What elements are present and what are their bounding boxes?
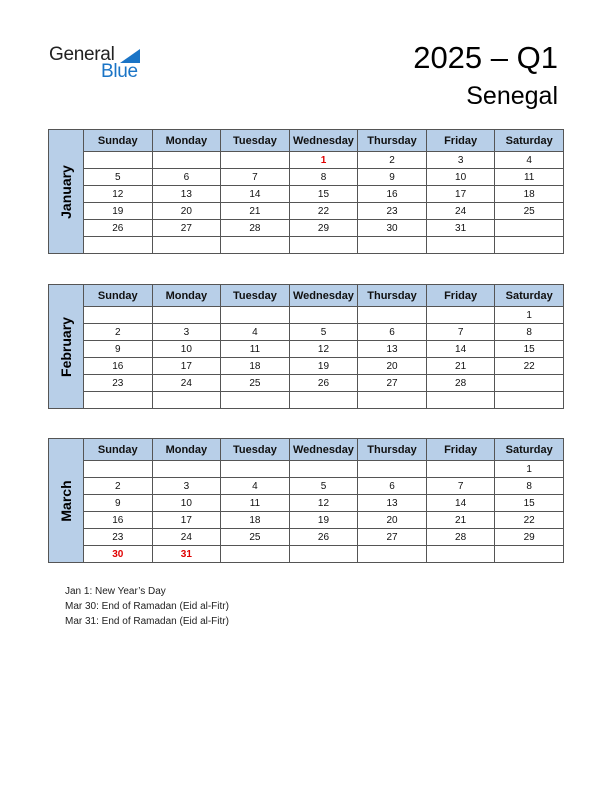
day-cell <box>426 546 495 563</box>
weekday-header: Monday <box>152 130 221 152</box>
day-cell: 11 <box>221 341 290 358</box>
day-cell <box>426 461 495 478</box>
day-cell <box>84 152 153 169</box>
day-cell: 2 <box>84 478 153 495</box>
month-label-column <box>48 284 83 409</box>
day-cell <box>289 392 358 409</box>
holiday-note: Mar 30: End of Ramadan (Eid al-Fitr) <box>65 601 229 612</box>
day-cell <box>221 461 290 478</box>
day-cell: 7 <box>221 169 290 186</box>
weekday-header-row <box>84 439 564 461</box>
day-cell: 22 <box>495 358 564 375</box>
day-cell: 23 <box>84 529 153 546</box>
day-cell: 27 <box>358 375 427 392</box>
day-cell <box>358 392 427 409</box>
weekday-header: Saturday <box>495 439 564 461</box>
day-cell <box>289 307 358 324</box>
day-cell <box>84 237 153 254</box>
day-cell: 28 <box>221 220 290 237</box>
day-cell <box>152 152 221 169</box>
day-cell: 10 <box>152 495 221 512</box>
day-cell: 14 <box>221 186 290 203</box>
day-cell: 12 <box>289 495 358 512</box>
day-cell: 13 <box>358 341 427 358</box>
day-cell: 5 <box>289 324 358 341</box>
holiday-notes <box>65 584 229 629</box>
day-cell: 31 <box>152 546 221 563</box>
day-cell: 25 <box>221 375 290 392</box>
weekday-header: Tuesday <box>221 130 290 152</box>
week-row <box>84 169 564 186</box>
month-label-column <box>48 438 83 563</box>
day-cell <box>495 546 564 563</box>
week-row <box>84 392 564 409</box>
month-calendar-march <box>48 438 564 563</box>
month-name: February <box>58 316 74 377</box>
day-cell: 18 <box>221 358 290 375</box>
day-cell: 8 <box>495 324 564 341</box>
day-cell: 3 <box>152 324 221 341</box>
weekday-header: Tuesday <box>221 285 290 307</box>
day-cell: 10 <box>426 169 495 186</box>
day-cell: 13 <box>358 495 427 512</box>
day-cell <box>221 392 290 409</box>
day-cell: 31 <box>426 220 495 237</box>
day-cell: 18 <box>221 512 290 529</box>
day-cell <box>495 237 564 254</box>
weekday-header: Friday <box>426 130 495 152</box>
weekday-header: Monday <box>152 285 221 307</box>
week-row <box>84 220 564 237</box>
day-cell: 24 <box>152 375 221 392</box>
day-cell: 21 <box>221 203 290 220</box>
day-cell <box>495 375 564 392</box>
day-cell: 12 <box>84 186 153 203</box>
day-cell: 17 <box>152 512 221 529</box>
weekday-header: Tuesday <box>221 439 290 461</box>
week-row <box>84 478 564 495</box>
month-name: January <box>58 164 74 219</box>
day-cell: 23 <box>358 203 427 220</box>
week-row <box>84 461 564 478</box>
country-name: Senegal <box>466 82 558 110</box>
day-cell: 25 <box>495 203 564 220</box>
calendar-grid <box>83 129 564 254</box>
calendar-grid <box>83 438 564 563</box>
week-row <box>84 203 564 220</box>
month-name: March <box>58 479 74 522</box>
day-cell: 28 <box>426 375 495 392</box>
day-cell: 5 <box>289 478 358 495</box>
day-cell: 30 <box>358 220 427 237</box>
day-cell: 28 <box>426 529 495 546</box>
calendar-grid <box>83 284 564 409</box>
day-cell: 9 <box>358 169 427 186</box>
weekday-header: Friday <box>426 285 495 307</box>
day-cell: 4 <box>495 152 564 169</box>
day-cell: 4 <box>221 324 290 341</box>
day-cell: 11 <box>221 495 290 512</box>
day-cell: 18 <box>495 186 564 203</box>
day-cell <box>84 461 153 478</box>
day-cell: 13 <box>152 186 221 203</box>
day-cell: 11 <box>495 169 564 186</box>
day-cell: 26 <box>289 529 358 546</box>
weekday-header: Thursday <box>358 285 427 307</box>
day-cell <box>152 461 221 478</box>
day-cell <box>221 152 290 169</box>
day-cell <box>84 307 153 324</box>
weekday-header: Saturday <box>495 130 564 152</box>
day-cell: 17 <box>426 186 495 203</box>
day-cell <box>221 237 290 254</box>
weekday-header: Thursday <box>358 439 427 461</box>
week-row <box>84 237 564 254</box>
day-cell: 19 <box>84 203 153 220</box>
month-calendar-february <box>48 284 564 409</box>
weekday-header: Wednesday <box>289 130 358 152</box>
day-cell: 22 <box>495 512 564 529</box>
day-cell <box>495 392 564 409</box>
day-cell: 1 <box>289 152 358 169</box>
day-cell <box>152 307 221 324</box>
weekday-header: Friday <box>426 439 495 461</box>
week-row <box>84 358 564 375</box>
day-cell: 30 <box>84 546 153 563</box>
day-cell: 6 <box>358 478 427 495</box>
day-cell: 6 <box>152 169 221 186</box>
day-cell: 1 <box>495 307 564 324</box>
weekday-header-row <box>84 130 564 152</box>
weekday-header: Wednesday <box>289 439 358 461</box>
day-cell: 8 <box>495 478 564 495</box>
month-label-column <box>48 129 83 254</box>
weekday-header: Sunday <box>84 439 153 461</box>
week-row <box>84 324 564 341</box>
day-cell: 9 <box>84 495 153 512</box>
holiday-note: Mar 31: End of Ramadan (Eid al-Fitr) <box>65 616 229 627</box>
day-cell <box>426 237 495 254</box>
day-cell: 27 <box>152 220 221 237</box>
day-cell <box>221 546 290 563</box>
day-cell <box>289 461 358 478</box>
day-cell <box>495 220 564 237</box>
day-cell: 14 <box>426 495 495 512</box>
week-row <box>84 495 564 512</box>
day-cell <box>221 307 290 324</box>
day-cell: 29 <box>495 529 564 546</box>
day-cell: 15 <box>495 495 564 512</box>
day-cell <box>426 307 495 324</box>
week-row <box>84 375 564 392</box>
day-cell: 8 <box>289 169 358 186</box>
day-cell: 17 <box>152 358 221 375</box>
day-cell: 22 <box>289 203 358 220</box>
day-cell <box>289 237 358 254</box>
day-cell <box>358 461 427 478</box>
day-cell: 16 <box>84 512 153 529</box>
day-cell: 9 <box>84 341 153 358</box>
day-cell <box>426 392 495 409</box>
weekday-header: Monday <box>152 439 221 461</box>
page-title: 2025 – Q1 <box>413 40 558 75</box>
day-cell: 16 <box>358 186 427 203</box>
day-cell: 29 <box>289 220 358 237</box>
month-calendar-january <box>48 129 564 254</box>
day-cell: 10 <box>152 341 221 358</box>
week-row <box>84 529 564 546</box>
weekday-header: Saturday <box>495 285 564 307</box>
logo-text-blue: Blue <box>101 61 138 82</box>
day-cell: 20 <box>358 512 427 529</box>
day-cell: 27 <box>358 529 427 546</box>
day-cell: 2 <box>358 152 427 169</box>
day-cell: 6 <box>358 324 427 341</box>
day-cell <box>84 392 153 409</box>
day-cell <box>152 392 221 409</box>
day-cell: 15 <box>289 186 358 203</box>
day-cell: 21 <box>426 512 495 529</box>
day-cell: 21 <box>426 358 495 375</box>
week-row <box>84 152 564 169</box>
day-cell: 7 <box>426 324 495 341</box>
holiday-note: Jan 1: New Year’s Day <box>65 586 166 597</box>
day-cell: 24 <box>152 529 221 546</box>
day-cell: 26 <box>289 375 358 392</box>
day-cell: 3 <box>426 152 495 169</box>
day-cell: 25 <box>221 529 290 546</box>
weekday-header: Sunday <box>84 285 153 307</box>
weekday-header-row <box>84 285 564 307</box>
day-cell <box>358 307 427 324</box>
week-row <box>84 546 564 563</box>
day-cell <box>358 546 427 563</box>
day-cell: 12 <box>289 341 358 358</box>
week-row <box>84 307 564 324</box>
day-cell: 3 <box>152 478 221 495</box>
day-cell <box>152 237 221 254</box>
logo-text-general: General <box>49 44 115 65</box>
day-cell: 24 <box>426 203 495 220</box>
day-cell: 15 <box>495 341 564 358</box>
day-cell <box>289 546 358 563</box>
day-cell: 20 <box>152 203 221 220</box>
day-cell: 19 <box>289 512 358 529</box>
day-cell: 20 <box>358 358 427 375</box>
day-cell: 16 <box>84 358 153 375</box>
weekday-header: Sunday <box>84 130 153 152</box>
day-cell: 23 <box>84 375 153 392</box>
day-cell: 14 <box>426 341 495 358</box>
day-cell: 7 <box>426 478 495 495</box>
week-row <box>84 512 564 529</box>
brand-logo <box>49 44 149 84</box>
day-cell: 19 <box>289 358 358 375</box>
day-cell: 5 <box>84 169 153 186</box>
day-cell <box>358 237 427 254</box>
weekday-header: Wednesday <box>289 285 358 307</box>
day-cell: 2 <box>84 324 153 341</box>
week-row <box>84 186 564 203</box>
weekday-header: Thursday <box>358 130 427 152</box>
week-row <box>84 341 564 358</box>
day-cell: 26 <box>84 220 153 237</box>
day-cell: 1 <box>495 461 564 478</box>
day-cell: 4 <box>221 478 290 495</box>
